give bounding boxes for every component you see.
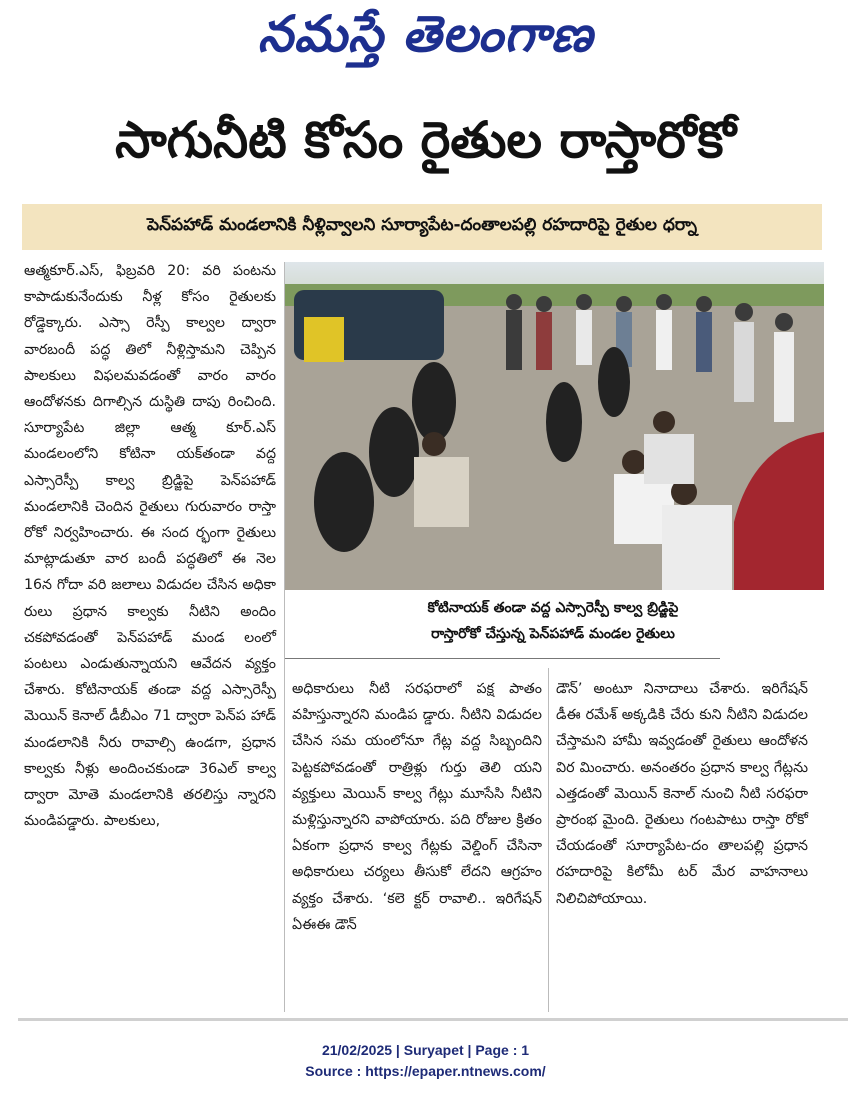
photo-caption-line-1: కోటినాయక్ తండా వద్ద ఎస్సారెస్పీ కాల్వ బ్రిడ్జిపై (427, 600, 679, 616)
photo-caption (372, 595, 734, 647)
column-divider-1 (284, 262, 285, 1012)
headline: సాగునీటి కోసం రైతుల రాస్తారోకో (115, 111, 736, 169)
footer-source-link[interactable]: Source : https://epaper.ntnews.com/ (305, 1063, 546, 1079)
article-column-3: డౌన్’ అంటూ నినాదాలు చేశారు. ఇరిగేషన్ డీఈ రమేశ్ అక్కడికి చేరు కుని నీటిని విడుదల చేస్తామని హామీ ఇవ్వడంతో రైతులు ఆందోళన విర మించారు. అనంతరం ప్రధాన కాల్వ గేట్లను ఎత్తడంతో మెయిన్ కెనాల్ నుంచి నీటి సరఫరా ప్రారంభ మైంది. రైతులు గంటపాటు రాస్తా రోకో చేయడంతో సూర్యాపేట-దం తాలపల్లి ప్రధాన రహదారిపై కిలోమీ టర్ మేర వాహనాలు నిలిచిపోయాయి. (556, 681, 808, 907)
column-divider-2 (548, 668, 549, 1012)
page-bottom-border (18, 1018, 848, 1021)
footer (0, 1040, 851, 1082)
footer-date-edition: 21/02/2025 | Suryapet | Page : 1 (321, 1042, 530, 1058)
masthead-title: నమస్తే తెలంగాణ (257, 4, 594, 63)
photo-caption-line-2: రాస్తారోకో చేస్తున్న పెన్‌పహాడ్ మండల రైతులు (431, 626, 675, 642)
protest-photo-illustration (284, 262, 824, 590)
subheadline-banner (22, 204, 822, 250)
subheadline-text: పెన్‌పహాడ్ మండలానికి నీళ్లివ్వాలని సూర్యాపేట-దంతాలపల్లి రహదారిపై రైతుల ధర్నా (147, 215, 697, 235)
news-photo (284, 262, 824, 590)
masthead-logo (0, 0, 851, 80)
article-column-1: ఆత్మకూర్.ఎస్, ఫిబ్రవరి 20: వరి పంటను కాపాడుకునేందుకు నీళ్ల కోసం రైతులకు రోడ్డెక్కారు. ఎస్సా రెస్పీ కాల్వల ద్వారా వారబందీ పద్ధ తిలో నీళ్లిస్తామని చెప్పిన పాలకులు విఫలమవడంతో వారం వారం ఆందోళనకు దిగాల్సిన దుస్థితి దాపు రించింది. సూర్యాపేట జిల్లా ఆత్మ కూర్.ఎస్ మండలంలోని కోటినా యక్‌తండా వద్ద ఎస్సారెస్పీ కాల్వ బ్రిడ్జిపై పెన్‌పహాడ్ మండలానికి చెందిన రైతులు గురువారం రాస్తా రోకో నిర్వహించారు. ఈ సంద ర్భంగా రైతులు మాట్లాడుతూ వార బందీ పద్ధతిలో ఈ నెల 16న గోదా వరి జలాలు విడుదల చేసిన అధికా రులు ప్రధాన కాల్వకు నీటిని అందిం చకపోవడంతో పెన్‌పహాడ్ మండ లంలో పంటలు ఎండుతున్నాయని ఆవేదన వ్యక్తం చేశారు. కోటినాయక్ తండా వద్ద ఎస్సారెస్పీ మెయిన్ కెనాల్ డీబీఎం 71 ద్వారా పెన్‌ప హాడ్ మండలానికి నీరు రావాల్సి ఉండగా, ప్రధాన కాల్వకు నీళ్లు అందించకుండా 36ఎల్ కాల్వ ద్వారా మోతె మండలానికి తరలిస్తు న్నారని మండిపడ్డారు. పాలకులు, (24, 263, 276, 830)
caption-divider (284, 658, 720, 659)
article-column-2: అధికారులు నీటి సరఫరాలో పక్ష పాతం వహిస్తున్నారని మండిప డ్డారు. నీటిని విడుదల చేసిన సమ యంలోనూ గేట్ల వద్ద సిబ్బందిని పెట్టకపోవడంతో రాత్రిళ్లు గుర్తు తెలి యని వ్యక్తులు మెయిన్ కాల్వ గేట్లు మూసేసి నీటిని మళ్లిస్తున్నారని వాపోయారు. పది రోజుల క్రితం ఏకంగా ప్రధాన కాల్వ గేట్లకు వెల్డింగ్ చేసినా అధికారులు చర్యలు తీసుకో లేదని ఆగ్రహం వ్యక్తం చేశారు. ‘కలె క్టర్ రావాలి.. ఇరిగేషన్ ఏఈఈ డౌన్ (292, 681, 542, 933)
